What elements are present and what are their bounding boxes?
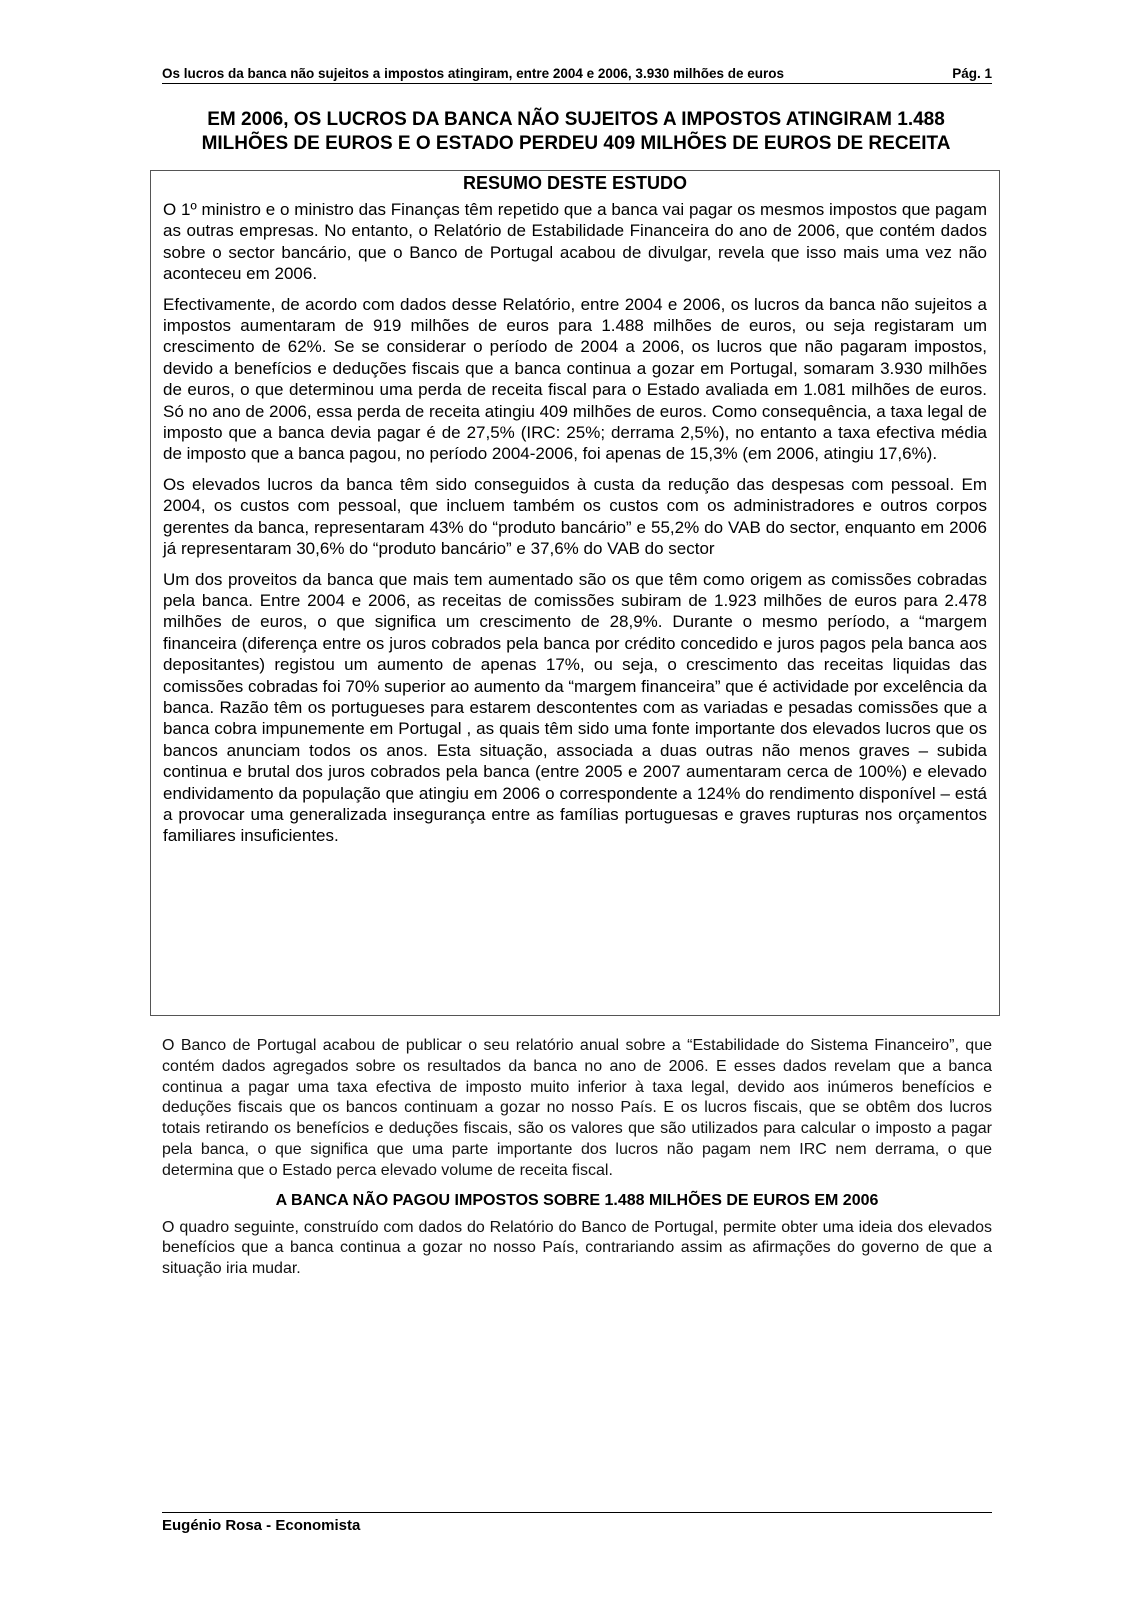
running-header [162, 66, 992, 84]
summary-paragraph: O 1º ministro e o ministro das Finanças têm repetido que a banca vai pagar os mesmos impostos que pagam as outras empresas. No entanto, o Relatório de Estabilidade Financeira do ano de 2006, que contém dados sobre o sector bancário, que o Banco de Portugal acabou de divulgar, revela que isso mais uma vez não aconteceu em 2006. [163, 200, 987, 284]
summary-heading: RESUMO DESTE ESTUDO [462, 173, 688, 193]
summary-paragraph: Os elevados lucros da banca têm sido conseguidos à custa da redução das despesas com pessoal. Em 2004, os custos com pessoal, que incluem também os custos com os administradores e outros corpos gerentes da banca, representaram 43% do “produto bancário” e 55,2% do VAB do sector, enquanto em 2006 já representaram 30,6% do “produto bancário” e 37,6% do VAB do sector [163, 474, 987, 559]
page-number: Pág. 1 [952, 66, 992, 81]
title-line-1: EM 2006, OS LUCROS DA BANCA NÃO SUJEITOS A IMPOSTOS ATINGIRAM 1.488 [207, 109, 945, 130]
summary-paragraph: Um dos proveitos da banca que mais tem aumentado são os que têm como origem as comissões cobradas pela banca. Entre 2004 e 2006, as receitas de comissões subiram de 1.923 milhões de euros para 2.478 milhões de euros, o que significa um crescimento de 28,9%. Durante o mesmo período, a “margem financeira (diferença entre os juros cobrados pela banca por crédito concedido e juros pagos pela banca aos depositantes) registou um aumento de apenas 17%, ou seja, o crescimento das receitas liquidas das comissões cobradas foi 70% superior ao aumento da “margem financeira” que é actividade por excelência da banca. Razão têm os portugueses para estarem descontentes com as variadas e pesadas comissões que a banca cobra impunemente em Portugal , as quais têm sido uma fonte importante dos elevados lucros que os bancos anunciam todos os anos. Esta situação, associada a duas outras não menos graves – subida continua e brutal dos juros cobrados pela banca (entre 2005 e 2007 aumentaram cerca de 100%) e elevado endividamento da população que atingiu em 2006 o correspondente a 124% do rendimento disponível – está a provocar uma generalizada insegurança entre as famílias portuguesas e graves rupturas nos orçamentos familiares insuficientes. [163, 569, 988, 846]
document-title [150, 108, 1002, 156]
section-paragraph: O quadro seguinte, construído com dados do Relatório do Banco de Portugal, permite obter uma ideia dos elevados benefícios que a banca continua a gozar no nosso País, contrariando assim as afirmações do governo de que a situação iria mudar. [162, 1218, 992, 1278]
summary-box [150, 170, 1000, 1016]
intro-paragraph: O Banco de Portugal acabou de publicar o seu relatório anual sobre a “Estabilidade do Sistema Financeiro”, que contém dados agregados sobre os resultados da banca no ano de 2006. E esses dados revelam que a banca continua a pagar uma taxa efectiva de imposto muito inferior à taxa legal, devido aos inúmeros benefícios e deduções fiscais que os bancos continuam a gozar no nosso País. E os lucros fiscais, que se obtêm dos lucros totais retirando os benefícios e deduções fiscais, são os valores que são utilizados para calcular o imposto a pagar pela banca, o que significa que uma parte importante dos lucros não pagam nem IRC nem derrama, o que determina que o Estado perca elevado volume de receita fiscal. [162, 1037, 992, 1179]
title-line-2: MILHÕES DE EUROS E O ESTADO PERDEU 409 MILHÕES DE EUROS DE RECEITA [201, 133, 951, 154]
footer-author: Eugénio Rosa - Economista [162, 1517, 361, 1534]
page-footer [162, 1512, 992, 1534]
summary-paragraph: Efectivamente, de acordo com dados desse Relatório, entre 2004 e 2006, os lucros da banca não sujeitos a impostos aumentaram de 919 milhões de euros para 1.488 milhões de euros, ou seja registaram um crescimento de 62%. Se se considerar o período de 2004 a 2006, os lucros que não pagaram impostos, devido a benefícios e deduções fiscais que a banca continua a gozar em Portugal, somaram 3.930 milhões de euros, o que determinou uma perda de receita fiscal para o Estado avaliada em 1.081 milhões de euros. Só no ano de 2006, essa perda de receita atingiu 409 milhões de euros. Como consequência, a taxa legal de imposto que a banca devia pagar é de 27,5% (IRC: 25%; derrama 2,5%), no entanto a taxa efectiva média de imposto que a banca pagou, no período 2004-2006, foi apenas de 15,3% (em 2006, atingiu 17,6%). [163, 294, 987, 464]
section-heading: A BANCA NÃO PAGOU IMPOSTOS SOBRE 1.488 MILHÕES DE EUROS EM 2006 [275, 1191, 879, 1209]
running-title: Os lucros da banca não sujeitos a impostos atingiram, entre 2004 e 2006, 3.930 milhões de euros [162, 66, 784, 81]
body-text [162, 1036, 992, 1280]
